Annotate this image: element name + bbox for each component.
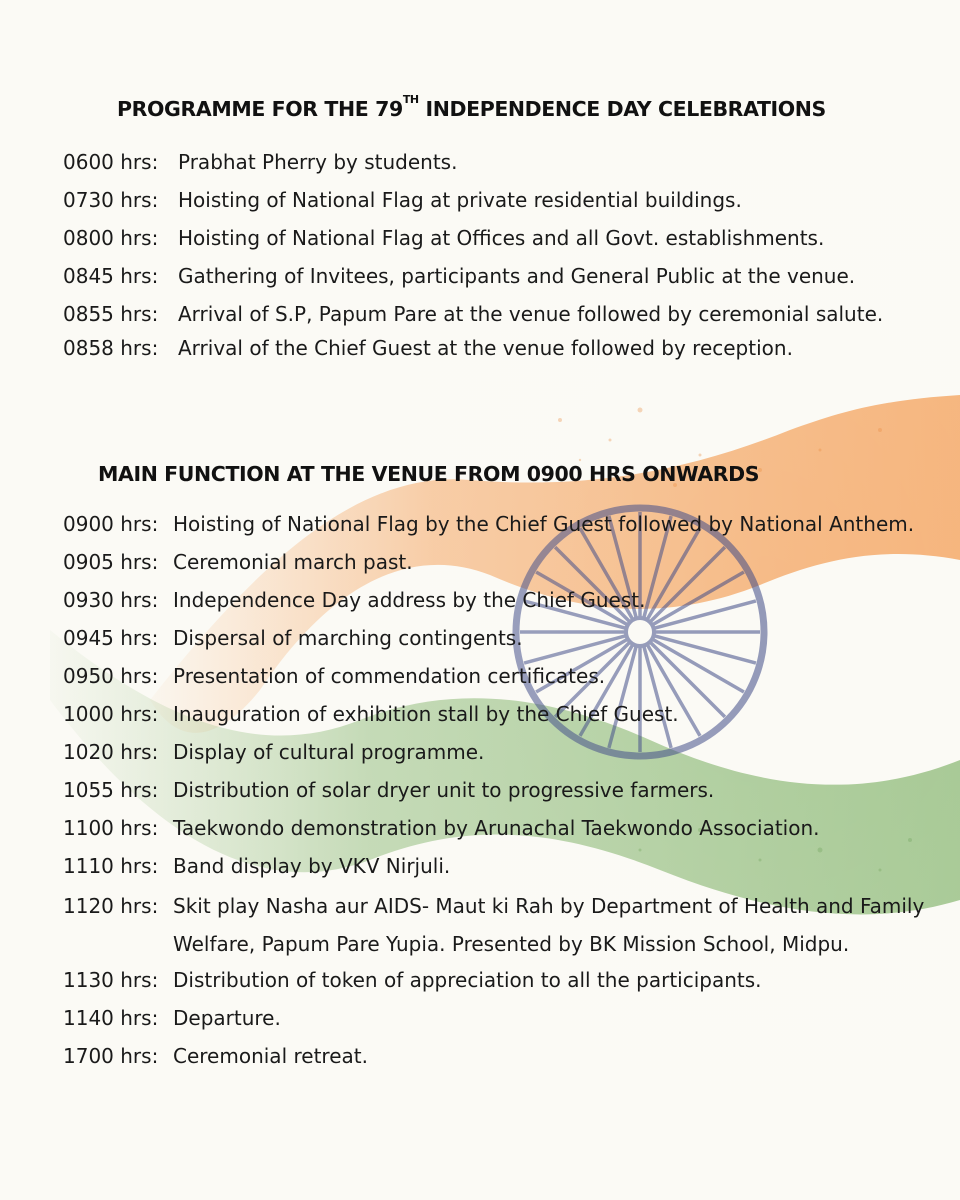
schedule-row: 0800 hrs: Hoisting of National Flag at Offices and all Govt. establishments.: [63, 226, 825, 250]
schedule-row: 1140 hrs: Departure.: [63, 1006, 281, 1030]
schedule-row: 0730 hrs: Hoisting of National Flag at private residential buildings.: [63, 188, 742, 212]
schedule-row: 1000 hrs: Inauguration of exhibition stall by the Chief Guest.: [63, 702, 679, 726]
main-function-title: MAIN FUNCTION AT THE VENUE FROM 0900 HRS ONWARDS: [98, 462, 760, 486]
schedule-row: 1110 hrs: Band display by VKV Nirjuli.: [63, 854, 451, 878]
schedule-row: 0930 hrs: Independence Day address by the Chief Guest.: [63, 588, 646, 612]
schedule-row: 0855 hrs: Arrival of S.P, Papum Pare at the venue followed by ceremonial salute.: [63, 302, 884, 326]
schedule-row: 0858 hrs: Arrival of the Chief Guest at the venue followed by reception.: [63, 336, 793, 360]
schedule-row: 0600 hrs: Prabhat Pherry by students.: [63, 150, 458, 174]
schedule-row: 1130 hrs: Distribution of token of appreciation to all the participants.: [63, 968, 762, 992]
schedule-row: 0950 hrs: Presentation of commendation certificates.: [63, 664, 606, 688]
schedule-row: 1100 hrs: Taekwondo demonstration by Arunachal Taekwondo Association.: [63, 816, 820, 840]
morning-schedule-list: [63, 145, 943, 369]
programme-title: PROGRAMME FOR THE 79TH INDEPENDENCE DAY CELEBRATIONS: [117, 93, 826, 121]
schedule-row: 0845 hrs: Gathering of Invitees, participants and General Public at the venue.: [63, 264, 856, 288]
schedule-row: 1120 hrs: Skit play Nasha aur AIDS- Maut ki Rah by Department of Health and Family Welfare, Papum Pare Yupia. Presented by BK Mission School, Midpu.: [63, 894, 925, 956]
schedule-row: 0905 hrs: Ceremonial march past.: [63, 550, 413, 574]
schedule-row: 0945 hrs: Dispersal of marching contingents.: [63, 626, 523, 650]
schedule-row: 1700 hrs: Ceremonial retreat.: [63, 1044, 368, 1068]
ordinal-superscript: TH: [402, 93, 419, 106]
schedule-row: 1020 hrs: Display of cultural programme.: [63, 740, 485, 764]
schedule-row: 1055 hrs: Distribution of solar dryer unit to progressive farmers.: [63, 778, 715, 802]
main-function-schedule-list: [63, 507, 943, 1077]
schedule-row: 0900 hrs: Hoisting of National Flag by the Chief Guest followed by National Anthem.: [63, 512, 915, 536]
